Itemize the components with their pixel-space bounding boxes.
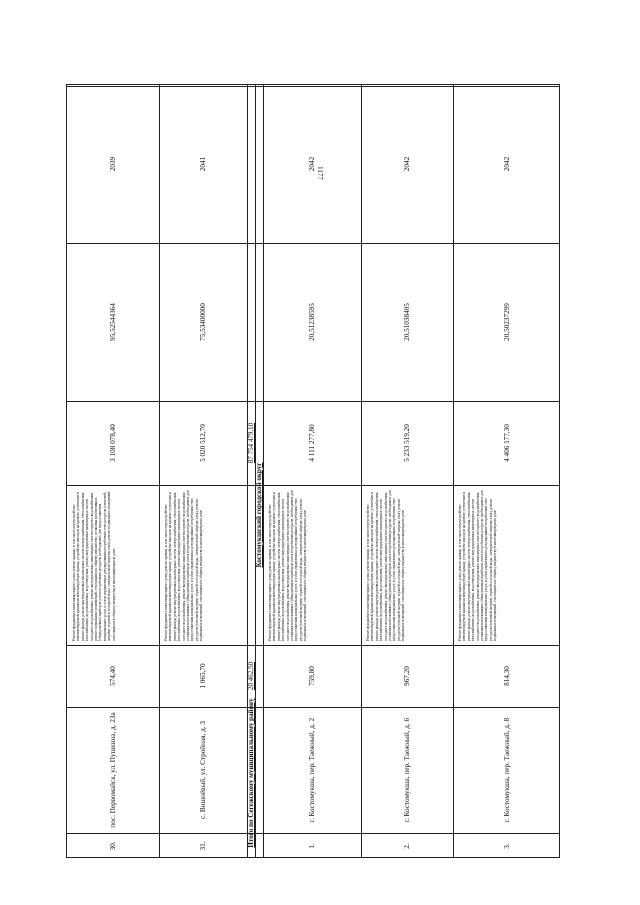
address-cell: [67, 707, 159, 833]
address-cell: [361, 707, 453, 833]
cell-text: 2039: [109, 156, 117, 172]
works-description: Ремонт фундамента многоквартирного дома; ремонт крыши, в том числе переустройство невентилируемой крыши на вентилируемую крышу, устройство выходов на кровлю; утепление и ремонт фасада; ремонт внутридомовых инженерных систем электроснабжения, теплоснабжения, газоснабжения, водоснабжения, водоотведения, ремонт внутридомовых инженерных систем холодного водоснабжения, ремонт внутридомовых инженерных систем горячего водоснабжения; установка коллективных (общедомовых) приборов учета потребления ресурсов, необходимых для предоставления коммунальных услуг, и узлов управления и регулирования потребления этих ресурсов (тепловой энергии, горячей и холодной воды, электрической энергии, газа), ремонт подвальных помещений, относящихся к общему имуществу в многоквартирном доме: [458, 490, 498, 641]
unit-cost-cell: [159, 243, 247, 401]
cell-text: 2041: [199, 156, 207, 172]
year-cell: [67, 85, 159, 243]
cell-text: 3 108 078,40: [109, 424, 117, 462]
cell-text: 4 111 277,80: [308, 424, 316, 462]
cell-text: 5 233 519,20: [403, 424, 411, 462]
table-row: [263, 85, 361, 859]
cell-text: 20,51038405: [403, 303, 411, 341]
cell-text: пос. Первомайск, ул. Пушкина, д. 23а: [109, 712, 117, 828]
cell-text: 31.: [199, 841, 207, 851]
year-cell: [159, 85, 247, 243]
cell-text: г. Костомукша, пер. Таежный, д. 2: [308, 717, 316, 823]
cell-text: 3.: [503, 843, 511, 849]
cell-text: 2042: [403, 156, 411, 172]
cell-text: Итого по Сегежскому муниципальному району: [247, 698, 255, 848]
cost-cell: [159, 401, 247, 485]
row-number: [263, 833, 361, 859]
cost-cell: [263, 401, 361, 485]
cell-text: 967,20: [403, 666, 411, 686]
address-cell: [263, 707, 361, 833]
cell-text: 2042: [308, 156, 316, 172]
cell-text: 759,80: [308, 666, 316, 686]
works-cell: [67, 485, 159, 645]
area-cell: [159, 645, 247, 707]
subtotal-label: [247, 687, 255, 859]
year-cell: [453, 85, 561, 243]
cell-text: Костомукшский городской округ: [255, 462, 263, 568]
cell-text: 20,50237299: [503, 303, 511, 341]
table-row: [67, 85, 159, 859]
cell-text: 814,30: [503, 666, 511, 686]
row-number: [159, 833, 247, 859]
row-number: [453, 833, 561, 859]
cell-text: 2042: [503, 156, 511, 172]
works-cell: [453, 485, 561, 645]
subtotal-cost: [247, 401, 255, 485]
section-header-row: [255, 85, 263, 859]
cell-text: 75,53400000: [199, 303, 207, 341]
cell-text: 1 065,70: [199, 663, 207, 689]
cell-text: 4 406 177,30: [503, 424, 511, 462]
cell-text: г. Костомукша, пер. Таежный, д. 6: [403, 717, 411, 823]
table-row: [361, 85, 453, 859]
area-cell: [453, 645, 561, 707]
works-description: Ремонт фундамента многоквартирного дома; ремонт крыши, в том числе переустройство невентилируемой крыши на вентилируемую крышу, устройство выходов на кровлю; утепление и ремонт фасада; ремонт внутридомовых инженерных систем электроснабжения, теплоснабжения, газоснабжения, водоснабжения, водоотведения, ремонт внутридомовых инженерных систем холодного водоснабжения, ремонт внутридомовых инженерных систем горячего водоснабжения; установка коллективных (общедомовых) приборов учета потребления ресурсов, необходимых для предоставления коммунальных услуг, и узлов управления и регулирования потребления этих ресурсов (тепловой энергии, горячей и холодной воды, электрической энергии, газа), ремонт подвальных помещений, относящихся к общему имуществу в многоквартирном доме: [268, 490, 308, 641]
section-title: [255, 385, 263, 645]
area-cell: [67, 645, 159, 707]
works-description: Ремонт фундамента многоквартирного дома; ремонт крыши, в том числе переустройство невентилируемой крыши на вентилируемую крышу, устройство выходов на кровлю; утепление и ремонт фасада; ремонт внутридомовых инженерных систем электроснабжения, теплоснабжения, газоснабжения, водоснабжения, водоотведения, ремонт внутридомовых инженерных систем холодного водоснабжения, ремонт внутридомовых инженерных систем горячего водоснабжения; установка коллективных (общедомовых) приборов учета потребления ресурсов, необходимых для предоставления коммунальных услуг, и узлов управления и регулирования потребления этих ресурсов (тепловой энергии, горячей и холодной воды, электрической энергии, газа), ремонт подвальных помещений, относящихся к общему имуществу в многоквартирном доме: [366, 490, 406, 641]
works-cell: [159, 485, 247, 645]
area-cell: [263, 645, 361, 707]
year-cell: [263, 85, 361, 243]
cell-text: 5 020 512,70: [199, 424, 207, 462]
works-description: Ремонт фундамента многоквартирного дома; ремонт крыши, в том числе переустройство невентилируемой крыши на вентилируемую крышу, устройство выходов на кровлю; утепление и ремонт фасада; ремонт внутридомовых инженерных систем электроснабжения, теплоснабжения, газоснабжения, водоснабжения, водоотведения, ремонт внутридомовых инженерных систем холодного водоснабжения, ремонт внутридомовых инженерных систем горячего водоснабжения, ремонт подвальных помещений, относящихся к общему имуществу; установка коллективных (общедомовых) приборов учета потребления ресурсов, необходимых для предоставления коммунальных услуг, и узлов управления и регулирования потребления этих ресурсов (тепловой энергии, горячей и холодной воды, электрической энергии, газа), ремонт подвальных помещений, относящихся к общему имуществу в многоквартирном доме: [72, 490, 116, 641]
unit-cost-cell: [263, 243, 361, 401]
page-number: 1177: [316, 166, 324, 180]
unit-cost-cell: [361, 243, 453, 401]
cost-cell: [361, 401, 453, 485]
works-cell: [361, 485, 453, 645]
cell-text: 87 754 479,10: [247, 422, 255, 464]
cell-text: с. Вишнёвый, ул. Стройная, д. 3: [199, 721, 207, 819]
cell-text: 30.: [109, 841, 117, 851]
year-cell: [361, 85, 453, 243]
table-row: [453, 85, 561, 859]
address-cell: [453, 707, 561, 833]
cost-cell: [453, 401, 561, 485]
works-cell: [263, 485, 361, 645]
cell-text: 20,51238595: [308, 303, 316, 341]
cell-text: 20 462,50: [247, 662, 255, 690]
subtotal-row: [247, 85, 255, 859]
row-number: [67, 833, 159, 859]
cell-text: 1.: [308, 843, 316, 849]
unit-cost-cell: [453, 243, 561, 401]
address-cell: [159, 707, 247, 833]
unit-cost-cell: [67, 243, 159, 401]
area-cell: [361, 645, 453, 707]
works-table: [66, 84, 560, 858]
works-description: Ремонт фундамента многоквартирного дома; ремонт крыши, в том числе переустройство невентилируемой крыши на вентилируемую крышу, устройство выходов на кровлю; утепление и ремонт фасада; ремонт внутридомовых инженерных систем электроснабжения, теплоснабжения, газоснабжения, водоснабжения, водоотведения, ремонт внутридомовых инженерных систем холодного водоснабжения, ремонт внутридомовых инженерных систем горячего водоснабжения; установка коллективных (общедомовых) приборов учета потребления ресурсов, необходимых для предоставления коммунальных услуг, и узлов управления и регулирования потребления этих ресурсов (тепловой энергии, горячей и холодной воды, электрической энергии, газа), ремонт подвальных помещений, относящихся к общему имуществу в многоквартирном доме: [164, 490, 204, 641]
cell-text: 2.: [403, 843, 411, 849]
cell-text: 95,52544364: [109, 303, 117, 341]
cost-cell: [67, 401, 159, 485]
cell-text: 574,40: [109, 666, 117, 686]
cell-text: г. Костомукша, пер. Таежный, д. 8: [503, 717, 511, 823]
row-number: [361, 833, 453, 859]
table-row: [159, 85, 247, 859]
